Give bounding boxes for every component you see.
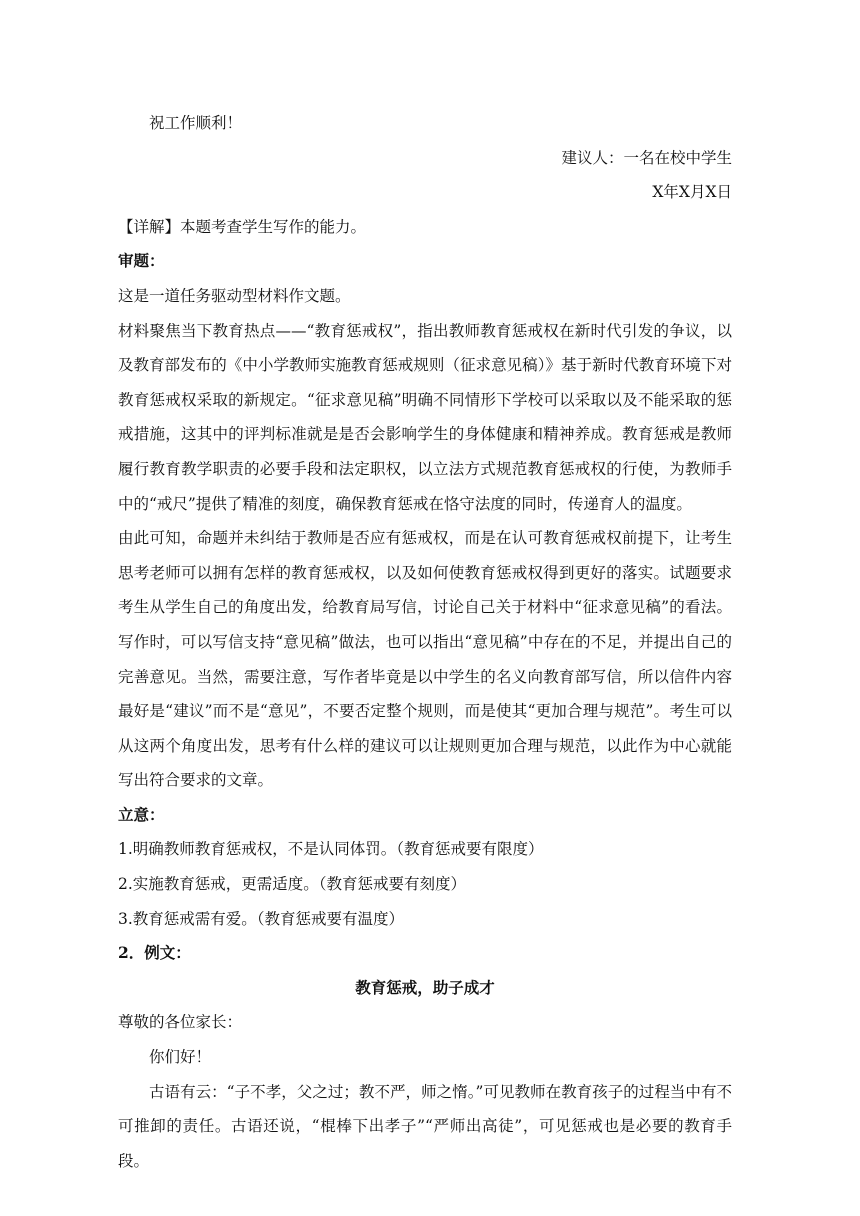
example-greeting: 你们好！: [149, 1048, 212, 1067]
date: X年X月X日: [652, 183, 732, 202]
example-title: 教育惩戒，助子成才: [355, 977, 495, 997]
shenti-heading: 审题：: [118, 251, 165, 271]
liyi-point-3: 3.教育惩戒需有爱。（教育惩戒要有温度）: [118, 909, 405, 928]
document-content: [118, 106, 732, 1178]
explanation-paragraph-2: 材料聚焦当下教育热点——“教育惩戒权”，指出教师教育惩戒权在新时代引发的争议，以及教育部发布的《中小学教师实施教育惩戒规则（征求意见稿）》基于新时代教育环境下对教育惩戒权采取的新规定。“征求意见稿”明确不同情形下学校可以采取以及不能采取的惩戒措施，这其中的评判标准就是是否会影响学生的身体健康和精神养成。教育惩戒是教师履行教育教学职责的必要手段和法定职权，以立法方式规范教育惩戒权的行使，为教师手中的“戒尺”提供了精准的刻度，确保教育惩戒在恪守法度的同时，传递育人的温度。: [118, 321, 732, 513]
explanation-paragraph-1: 这是一道任务驱动型材料作文题。: [118, 286, 351, 305]
example-heading: 2．例文：: [118, 943, 191, 963]
explanation-paragraph-3: 由此可知，命题并未纠结于教师是否应有惩戒权，而是在认可教育惩戒权前提下，让考生思考老师可以拥有怎样的教育惩戒权，以及如何使教育惩戒权得到更好的落实。试题要求考生从学生自己的角度出发，给教育局写信，讨论自己关于材料中“征求意见稿”的看法。写作时，可以写信支持“意见稿”做法，也可以指出“意见稿”中存在的不足，并提出自己的完善意见。当然，需要注意，写作者毕竟是以中学生的名义向教育部写信，所以信件内容最好是“建议”而不是“意见”，不要否定整个规则，而是使其“更加合理与规范”。考生可以从这两个角度出发，思考有什么样的建议可以让规则更加合理与规范，以此作为中心就能写出符合要求的文章。: [118, 529, 732, 790]
liyi-heading: 立意：: [118, 804, 165, 824]
liyi-point-1: 1.明确教师教育惩戒权，不是认同体罚。（教育惩戒要有限度）: [118, 840, 544, 859]
signature: 建议人：一名在校中学生: [561, 148, 732, 167]
closing-wish: 祝工作顺利！: [149, 114, 243, 132]
liyi-point-2: 2.实施教育惩戒，更需适度。（教育惩戒要有刻度）: [118, 875, 467, 894]
example-paragraph-1: 古语有云：“子不孝，父之过；教不严，师之惰。”可见教师在教育孩子的过程当中有不可推卸的责任。古语还说，“棍棒下出孝子”“严师出高徒”，可见惩戒也是必要的教育手段。: [118, 1082, 732, 1170]
explanation-intro: 【详解】本题考查学生写作的能力。: [118, 217, 367, 236]
example-salutation: 尊敬的各位家长：: [118, 1013, 243, 1032]
